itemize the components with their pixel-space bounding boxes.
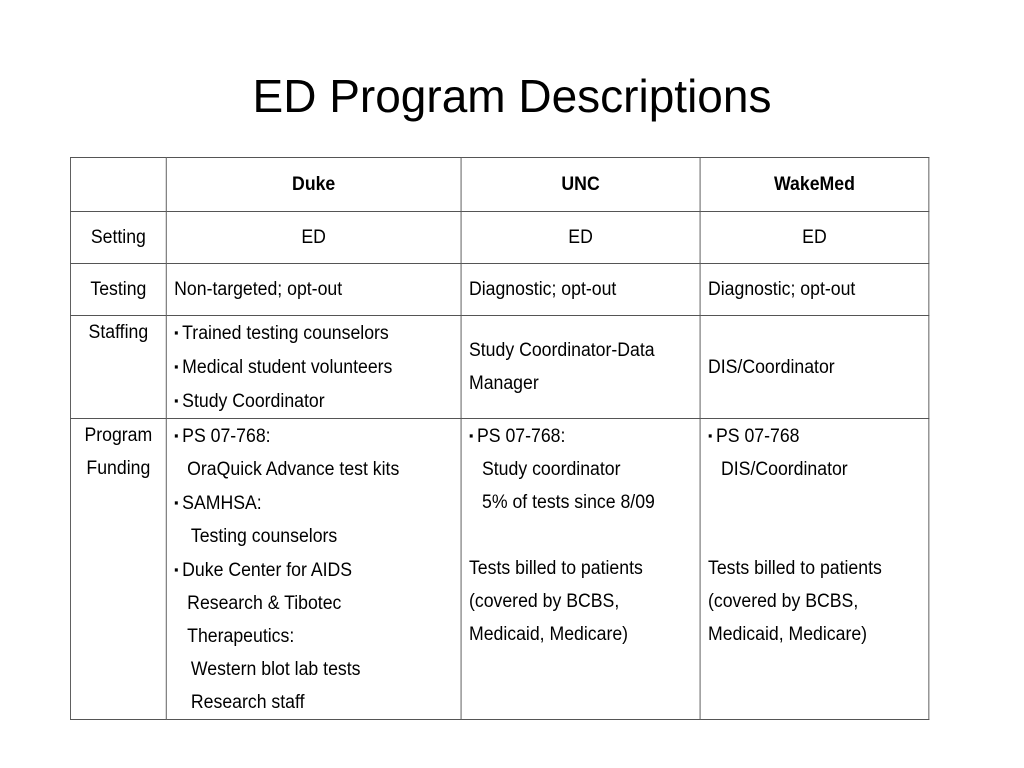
table-row-program-funding (70, 419, 928, 720)
table-row-staffing (70, 316, 928, 419)
list-item (174, 419, 457, 453)
bullet-icon: ▪ (707, 428, 713, 443)
list-item-detail: Study coordinator (481, 459, 621, 480)
spacer (708, 519, 925, 552)
table-row-setting (70, 212, 928, 264)
list-item-detail: 5% of tests since 8/09 (481, 492, 655, 513)
cell-testing-wakemed: Diagnostic; opt-out (700, 264, 929, 316)
cell-funding-duke (166, 419, 461, 720)
header-unc: UNC (461, 158, 700, 212)
list-item (174, 316, 457, 350)
bullet-icon: ▪ (174, 393, 179, 408)
list-item-detail: DIS/Coordinator (721, 459, 848, 480)
list-item (469, 419, 696, 453)
list-item-detail: Testing counselors (190, 526, 338, 547)
cell-testing-duke: Non-targeted; opt-out (166, 264, 461, 316)
bullet-icon: ▪ (174, 495, 179, 510)
header-duke: Duke (166, 158, 461, 212)
bullet-icon: ▪ (174, 562, 179, 577)
list-item-text: Therapeutics: (187, 626, 295, 647)
list-item-detail: Research staff (190, 692, 305, 713)
table-row-testing (70, 264, 928, 316)
header-row (70, 158, 928, 212)
cell-funding-wakemed (700, 419, 929, 720)
cell-testing-unc: Diagnostic; opt-out (461, 264, 700, 316)
list-item-text: Duke Center for AIDS (182, 560, 353, 581)
list-item (174, 384, 457, 418)
row-label-staffing: Staffing (70, 316, 166, 419)
cell-text-line: (covered by BCBS, (707, 591, 859, 612)
row-label-program-funding (70, 419, 166, 720)
cell-funding-unc (461, 419, 700, 720)
row-label-line: Program (84, 425, 153, 446)
list-item-text: PS 07-768 (715, 426, 800, 447)
list-item-text: Trained testing counselors (182, 323, 389, 344)
cell-staffing-wakemed: DIS/Coordinator (700, 316, 929, 419)
spacer (469, 519, 696, 552)
list-item (174, 486, 457, 520)
program-table (70, 157, 929, 720)
cell-setting-duke: ED (166, 212, 461, 264)
cell-text-line: Medicaid, Medicare) (707, 624, 868, 645)
cell-setting-unc: ED (461, 212, 700, 264)
list-item-text: Research & Tibotec (187, 593, 342, 614)
cell-text-line: Tests billed to patients (707, 558, 882, 579)
cell-staffing-duke (166, 316, 461, 419)
row-label-setting: Setting (70, 212, 166, 264)
page-title: ED Program Descriptions (252, 70, 772, 122)
list-item-text: PS 07-768: (182, 426, 271, 447)
list-item-detail: Western blot lab tests (190, 659, 361, 680)
list-item (174, 350, 457, 384)
list-item-detail: OraQuick Advance test kits (187, 459, 400, 480)
bullet-icon: ▪ (468, 428, 474, 443)
cell-text-line: Tests billed to patients (468, 558, 643, 579)
cell-text-line: (covered by BCBS, (468, 591, 620, 612)
list-item (708, 419, 925, 453)
list-item (174, 553, 457, 587)
row-label-testing: Testing (70, 264, 166, 316)
bullet-icon: ▪ (174, 428, 179, 443)
list-item-text: Study Coordinator (182, 391, 325, 412)
list-item-text: SAMHSA: (182, 493, 262, 514)
header-wakemed: WakeMed (700, 158, 929, 212)
cell-setting-wakemed: ED (700, 212, 929, 264)
header-empty-cell (70, 158, 166, 212)
cell-text-line: Study Coordinator-Data (468, 340, 655, 361)
list-item-text: Medical student volunteers (182, 357, 393, 378)
list-item-text: PS 07-768: (476, 426, 566, 447)
bullet-icon: ▪ (174, 359, 179, 374)
spacer (708, 486, 925, 519)
row-label-line: Funding (86, 458, 151, 479)
cell-text-line: Medicaid, Medicare) (468, 624, 629, 645)
cell-staffing-unc (461, 316, 700, 419)
cell-text-line: Manager (468, 373, 539, 394)
bullet-icon: ▪ (174, 325, 179, 340)
